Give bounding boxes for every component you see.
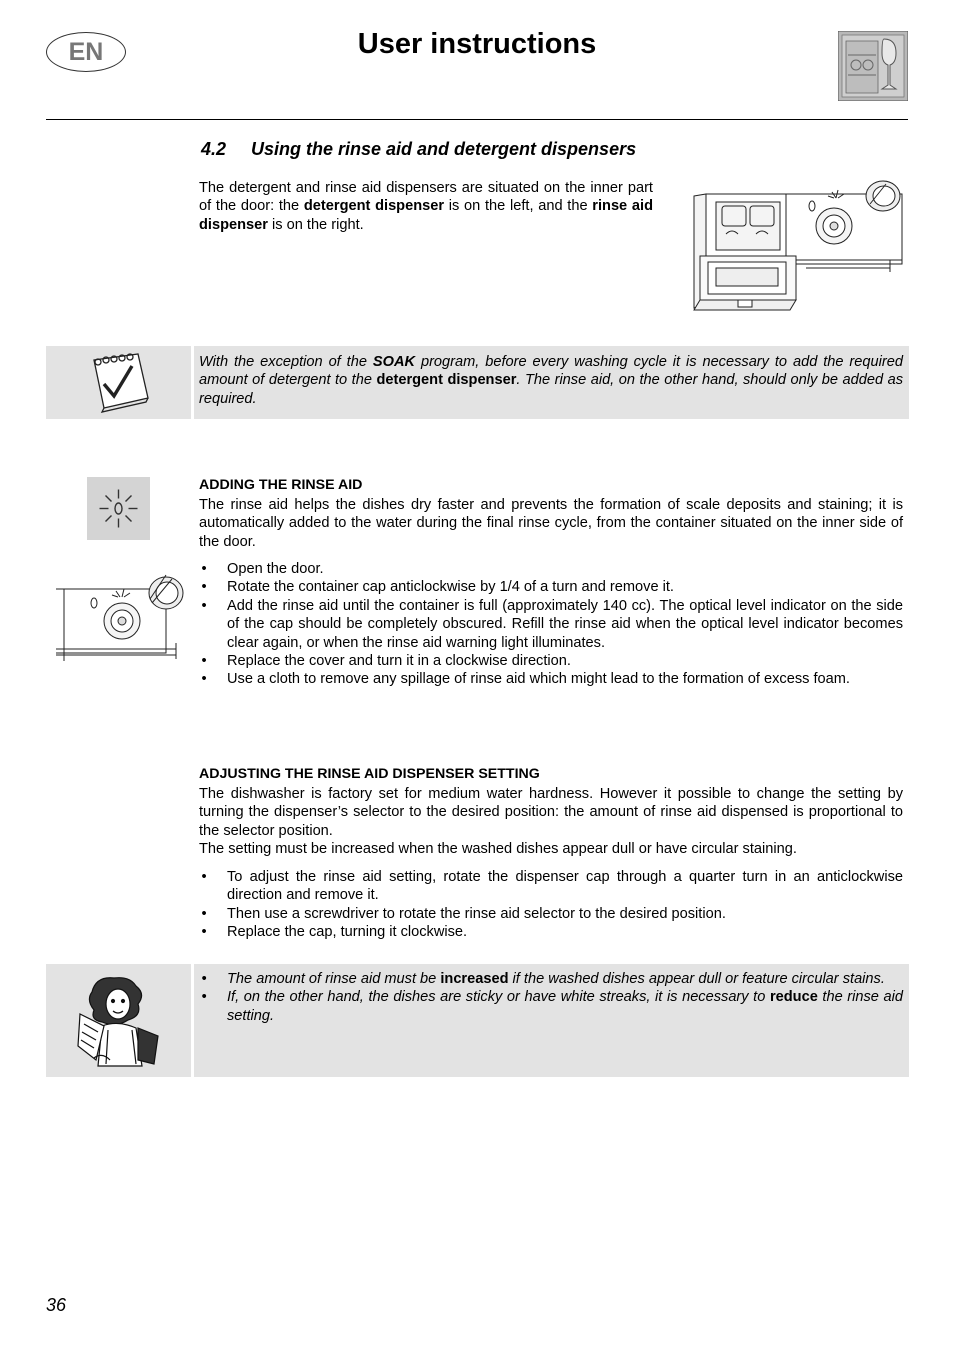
bullet-icon: • <box>201 905 207 922</box>
intro-paragraph <box>199 179 653 234</box>
step-text: Rotate the container cap anticlockwise by 1/4 of a turn and remove it. <box>227 579 674 596</box>
adding-steps-list <box>199 560 903 689</box>
bullet-icon: • <box>201 989 207 1006</box>
rinse-aid-cap-illustration <box>54 569 186 665</box>
step-text: Open the door. <box>227 561 324 577</box>
bullet-icon: • <box>201 597 207 614</box>
intro-text-1: The detergent and rinse aid dispensers are situated on the inner part of the door: the <box>199 180 653 215</box>
woman-with-notes-icon <box>46 964 191 1077</box>
note2-icon-cell <box>46 964 191 1077</box>
adjusting-description-1: The dishwasher is factory set for medium water hardness. However it possible to change the setting by turning the dispenser’s selector to the desired position: the amount of rinse aid dispensed is proportional to the selector position. <box>199 786 903 839</box>
list-item <box>199 597 903 652</box>
step-text: Replace the cap, turning it clockwise. <box>227 924 468 941</box>
bullet-icon: • <box>201 869 207 885</box>
list-item <box>199 578 903 596</box>
note2-bold-reduce: reduce <box>769 989 818 1006</box>
step-text: To adjust the rinse aid setting, rotate the dispenser cap through a quarter turn in an anticlockwise direction and remove it. <box>227 869 903 904</box>
section-title: Using the rinse aid and detergent dispensers <box>251 139 637 159</box>
note1-text-3: . The rinse aid, on the other hand, should only be added as required. <box>199 372 903 407</box>
adding-rinse-aid-heading: ADDING THE RINSE AID <box>199 477 363 493</box>
step-text: Add the rinse aid until the container is full (approximately 140 cc). The optical level indicator on the side of the cap should be completely obscured. Refill the rinse aid when the optical level indicator becomes clear again, or when the rinse aid warning light illuminates. <box>227 597 903 651</box>
note1-text-1: With the exception of the <box>199 354 373 370</box>
list-item <box>199 670 903 688</box>
section-number: 4.2 <box>201 139 227 159</box>
note2-item2-text-1: If, on the other hand, the dishes are sticky or have white streaks, it is necessary to <box>227 989 770 1006</box>
note1-bold-soak: SOAK <box>372 354 416 370</box>
list-item <box>199 970 903 988</box>
intro-bold-detergent: detergent dispenser <box>303 198 445 215</box>
note2-item1-text-2: if the washed dishes appear dull or feature circular stains. <box>508 971 885 987</box>
bullet-icon: • <box>201 653 207 670</box>
dishwasher-logo-icon <box>838 31 908 101</box>
note1-bold-detergent: detergent dispenser <box>376 372 517 389</box>
bullet-icon: • <box>201 971 207 987</box>
bullet-icon: • <box>201 924 207 941</box>
list-item <box>199 988 903 1025</box>
adding-rinse-aid-description: The rinse aid helps the dishes dry faster and prevents the formation of scale deposits and staining; it is automatically added to the water during the final rinse cycle, from the container situated on the inner side of the door. <box>199 497 903 550</box>
rinse-aid-symbol-icon <box>87 477 150 540</box>
dispenser-illustration <box>686 176 908 312</box>
step-text: Then use a screwdriver to rotate the rinse aid selector to the desired position. <box>227 905 726 922</box>
adjusting-setting-description <box>199 785 903 859</box>
note1-icon-cell <box>46 346 191 419</box>
note2-item1-text-1: The amount of rinse aid must be <box>227 971 441 987</box>
list-item <box>199 560 903 578</box>
adjusting-steps-list <box>199 868 903 942</box>
note2-bold-increased: increased <box>440 971 509 987</box>
notepad-check-icon <box>46 346 191 419</box>
step-text: Use a cloth to remove any spillage of rinse aid which might lead to the formation of excess foam. <box>227 671 850 688</box>
adjusting-setting-heading: ADJUSTING THE RINSE AID DISPENSER SETTING <box>199 766 540 782</box>
intro-text-2: is on the left, and the <box>444 198 593 215</box>
note1-text <box>199 353 903 408</box>
note2-list <box>199 970 903 1025</box>
bullet-icon: • <box>201 671 207 688</box>
page-number: 36 <box>46 1295 67 1315</box>
adjusting-description-2: The setting must be increased when the washed dishes appear dull or have circular staining. <box>199 841 797 858</box>
bullet-icon: • <box>201 579 207 596</box>
list-item <box>199 652 903 670</box>
list-item <box>199 923 903 941</box>
list-item <box>199 905 903 923</box>
note2-item2-text-2: the rinse aid setting. <box>227 989 903 1024</box>
bullet-icon: • <box>201 561 207 577</box>
intro-bold-rinse: rinse aid dispenser <box>199 198 653 233</box>
page-title: User instructions <box>357 28 597 60</box>
header-divider <box>46 119 908 120</box>
step-text: Replace the cover and turn it in a clockwise direction. <box>227 653 571 670</box>
note1-text-2: program, before every washing cycle it is necessary to add the required amount of detergent to the <box>199 354 903 389</box>
list-item <box>199 868 903 905</box>
intro-text-3: is on the right. <box>267 216 364 233</box>
language-code: EN <box>68 37 104 66</box>
